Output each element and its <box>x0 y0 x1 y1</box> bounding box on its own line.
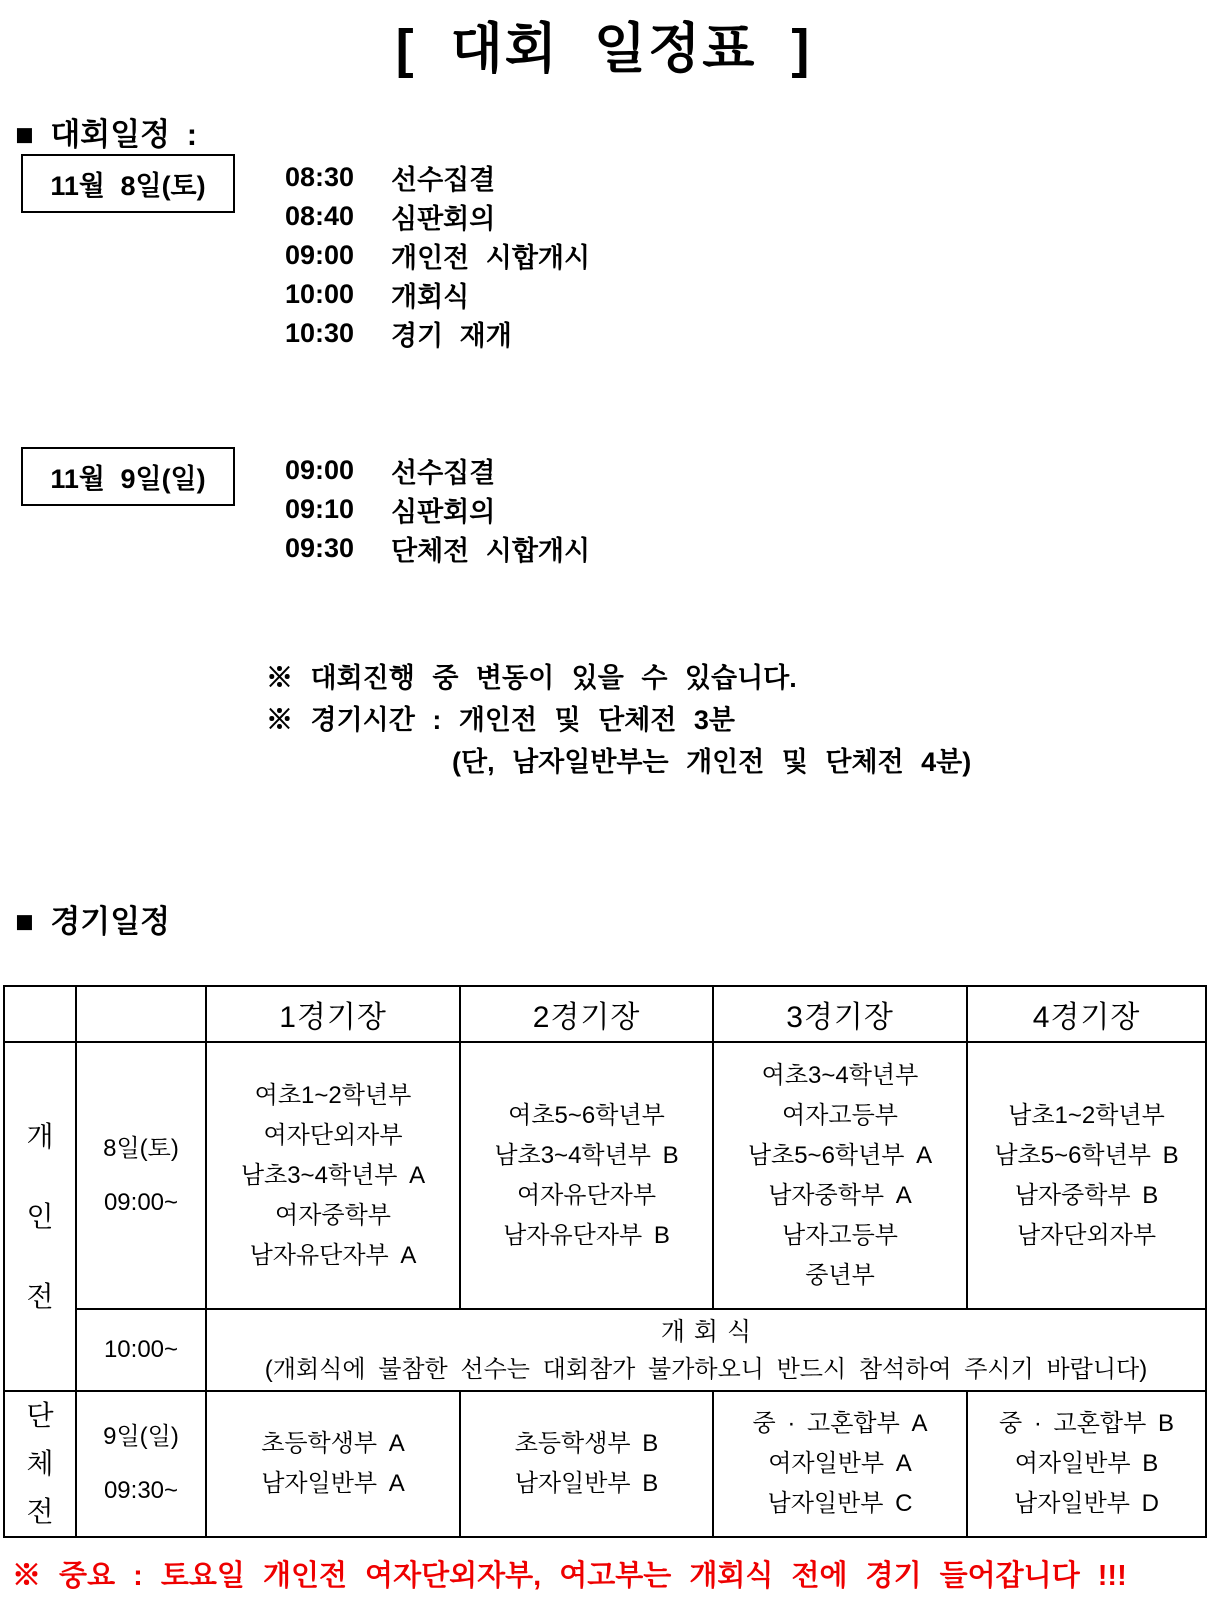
date-box-saturday: 11월 8일(토) <box>21 154 235 213</box>
match-schedule-table <box>3 985 1207 1538</box>
schedule-time: 08:40 <box>285 201 355 231</box>
schedule-event: 심판회의 <box>391 497 496 527</box>
page-title: [ 대회 일정표 ] <box>395 19 812 79</box>
venue-header-2: 2경기장 <box>460 986 713 1042</box>
note-line: ※ 경기시간 : 개인전 및 단체전 3분 <box>266 705 735 735</box>
time-text: 09:30~ <box>103 1477 179 1504</box>
date-cell-saturday <box>76 1042 206 1309</box>
schedule-list-sunday <box>285 447 590 568</box>
day-block-saturday <box>0 154 1207 353</box>
opening-ceremony-cell <box>206 1309 1206 1391</box>
schedule-time: 08:30 <box>285 162 355 192</box>
schedule-event: 경기 재개 <box>391 321 512 351</box>
venue-cell-4: 중 · 고혼합부 B 여자일반부 B 남자일반부 D <box>967 1391 1206 1537</box>
schedule-row <box>285 490 590 529</box>
table-header-row <box>4 986 1206 1042</box>
day-block-sunday <box>0 447 1207 568</box>
section-heading-schedule: ■ 대회일정 : <box>15 117 198 152</box>
schedule-event: 단체전 시합개시 <box>391 536 591 566</box>
note-line: ※ 대회진행 중 변동이 있을 수 있습니다. <box>266 663 797 693</box>
venue-header-4: 4경기장 <box>967 986 1206 1042</box>
ceremony-title: 개 회 식 <box>660 1318 752 1346</box>
venue-cell-4: 남초1~2학년부 남초5~6학년부 B 남자중학부 B 남자단외자부 <box>967 1042 1206 1309</box>
notes-block <box>266 656 1207 782</box>
schedule-row <box>285 451 590 490</box>
time-text: 09:00~ <box>103 1188 179 1216</box>
date-box-sunday: 11월 9일(일) <box>21 447 235 506</box>
schedule-time: 10:30 <box>285 318 355 348</box>
team-matches-row <box>4 1391 1206 1537</box>
date-cell-sunday <box>76 1391 206 1537</box>
venue-cell-3: 중 · 고혼합부 A 여자일반부 A 남자일반부 C <box>713 1391 967 1537</box>
schedule-time: 09:10 <box>285 494 355 524</box>
time-text: 10:00~ <box>103 1336 179 1363</box>
venue-cell-1: 여초1~2학년부 여자단외자부 남초3~4학년부 A 여자중학부 남자유단자부 A <box>206 1042 460 1309</box>
schedule-event: 심판회의 <box>391 204 496 234</box>
schedule-row <box>285 529 590 568</box>
table-date-header-cell <box>76 986 206 1042</box>
important-warning: ※ 중요 : 토요일 개인전 여자단외자부, 여고부는 개회식 전에 경기 들어갑니다 !!! <box>12 1560 1127 1592</box>
table-ghost-cell <box>4 986 76 1042</box>
date-cell-ceremony <box>76 1309 206 1391</box>
section-heading-matches: ■ 경기일정 <box>15 904 171 939</box>
date-text: 8일(토) <box>103 1134 179 1162</box>
schedule-row <box>285 197 590 236</box>
schedule-event: 개회식 <box>391 282 470 312</box>
opening-ceremony-row <box>4 1309 1206 1391</box>
group-label-individual: 개 인 전 <box>4 1042 76 1391</box>
schedule-time: 10:00 <box>285 279 355 309</box>
ceremony-note: (개회식에 불참한 선수는 대회참가 불가하오니 반드시 참석하여 주시기 바랍니다) <box>264 1356 1148 1383</box>
schedule-event: 선수집결 <box>391 165 496 195</box>
schedule-list-saturday <box>285 154 590 353</box>
schedule-row <box>285 275 590 314</box>
schedule-row <box>285 314 590 353</box>
venue-cell-1: 초등학생부 A 남자일반부 A <box>206 1391 460 1537</box>
note-line: (단, 남자일반부는 개인전 및 단체전 4분) <box>452 747 972 777</box>
schedule-row <box>285 236 590 275</box>
group-label-team: 단 체 전 <box>4 1391 76 1537</box>
venue-header-3: 3경기장 <box>713 986 967 1042</box>
venue-cell-3: 여초3~4학년부 여자고등부 남초5~6학년부 A 남자중학부 A 남자고등부 중년부 <box>713 1042 967 1309</box>
venue-header-1: 1경기장 <box>206 986 460 1042</box>
schedule-event: 개인전 시합개시 <box>391 243 591 273</box>
schedule-time: 09:30 <box>285 533 355 563</box>
date-text: 9일(일) <box>103 1423 179 1450</box>
schedule-time: 09:00 <box>285 240 355 270</box>
schedule-event: 선수집결 <box>391 458 496 488</box>
venue-cell-2: 초등학생부 B 남자일반부 B <box>460 1391 713 1537</box>
schedule-time: 09:00 <box>285 455 355 485</box>
venue-cell-2: 여초5~6학년부 남초3~4학년부 B 여자유단자부 남자유단자부 B <box>460 1042 713 1309</box>
schedule-row <box>285 158 590 197</box>
individual-matches-row <box>4 1042 1206 1309</box>
